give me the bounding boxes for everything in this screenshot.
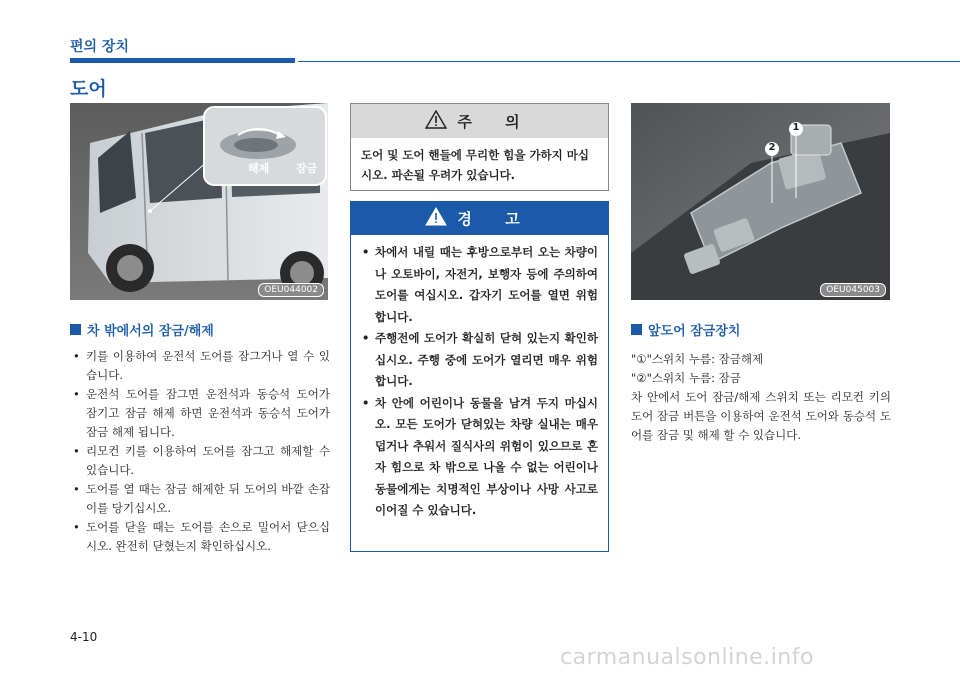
- unlock-switch-line: "①"스위치 누름: 잠금해제: [631, 352, 764, 366]
- door-switch-illustration: [631, 103, 890, 300]
- caution-text: 도어 및 도어 핸들에 무리한 힘을 가하지 마십시오. 파손될 우려가 있습니다.: [361, 148, 589, 182]
- list-item: • 리모컨 키를 이용하여 도어를 잠그고 해제할 수 있습니다.: [70, 442, 330, 480]
- door-switch-photo: [631, 103, 890, 300]
- warning-list: [351, 235, 608, 522]
- figure-code: OEU044002: [258, 283, 324, 297]
- section-label: 편의 장치: [70, 39, 129, 55]
- switch-label-1: 1: [792, 122, 800, 133]
- header-rule-thin: [298, 61, 960, 62]
- page-number: 4-10: [70, 630, 98, 644]
- watermark: carmanualsonline.info: [560, 645, 814, 670]
- unlock-callout: 해제: [248, 162, 270, 175]
- header-rule-thick: [70, 58, 295, 63]
- caution-title: 주 의: [457, 112, 534, 131]
- switch-label-2: 2: [768, 142, 776, 153]
- warning-box: [350, 201, 609, 552]
- list-item: • 차 안에 어린이나 동물을 남겨 두지 마십시오. 모든 도어가 닫혀있는 차량 실내는 매우 덥거나 추워서 질식사의 위험이 있으므로 혼자 힘으로 차 밖으로 나올 수 없는 어린이나 동물에게는 치명적인 부상이나 사망 사고로 이어질 수 있습니다.: [359, 393, 598, 522]
- figure-code: OEU045003: [820, 283, 886, 297]
- exterior-lock-heading-text: 차 밖에서의 잠금/해제: [87, 324, 214, 339]
- list-item: • 차에서 내릴 때는 후방으로부터 오는 차량이나 오토바이, 자전거, 보행자 등에 주의하여 도어를 여십시오. 갑자기 도어를 열면 위험합니다.: [359, 242, 598, 328]
- warning-triangle-icon: [425, 110, 447, 133]
- exterior-lock-list: [70, 347, 330, 556]
- caution-box: [350, 103, 609, 191]
- warning-header: [351, 202, 608, 235]
- list-item: • 주행전에 도어가 확실히 닫혀 있는지 확인하십시오. 주행 중에 도어가 열리면 매우 위험합니다.: [359, 328, 598, 393]
- description-paragraph: 차 안에서 도어 잠금/해제 스위치 또는 리모컨 키의 도어 잠금 버튼을 이용하여 운전석 도어와 동승석 도어를 잠금 및 해제 할 수 있습니다.: [631, 390, 891, 442]
- caution-header: [351, 104, 608, 138]
- warning-title: 경 고: [457, 210, 534, 228]
- list-item: • 키를 이용하여 운전석 도어를 잠그거나 열 수 있습니다.: [70, 347, 330, 385]
- van-illustration: [70, 103, 328, 300]
- van-door-photo: [70, 103, 328, 300]
- front-door-lock-heading-text: 앞도어 잠금장치: [648, 324, 741, 339]
- front-door-lock-description: [631, 350, 891, 445]
- heading-square-icon: [70, 324, 81, 335]
- heading-square-icon: [631, 324, 642, 335]
- lock-switch-line: "②"스위치 누름: 잠금: [631, 371, 741, 385]
- page-title: 도어: [70, 78, 107, 100]
- warning-triangle-icon: [425, 207, 447, 230]
- front-door-lock-heading: [631, 320, 740, 339]
- list-item: • 도어를 열 때는 잠금 해제한 뒤 도어의 바깥 손잡이를 당기십시오.: [70, 480, 330, 518]
- lock-callout: 잠금: [296, 162, 318, 175]
- list-item: • 도어를 닫을 때는 도어를 손으로 밀어서 닫으십시오. 완전히 닫혔는지 확인하십시오.: [70, 518, 330, 556]
- exterior-lock-heading: [70, 320, 214, 339]
- list-item: • 운전석 도어를 잠그면 운전석과 동승석 도어가 잠기고 잠금 해제 하면 운전석과 동승석 도어가 잠금 해제 됩니다.: [70, 385, 330, 442]
